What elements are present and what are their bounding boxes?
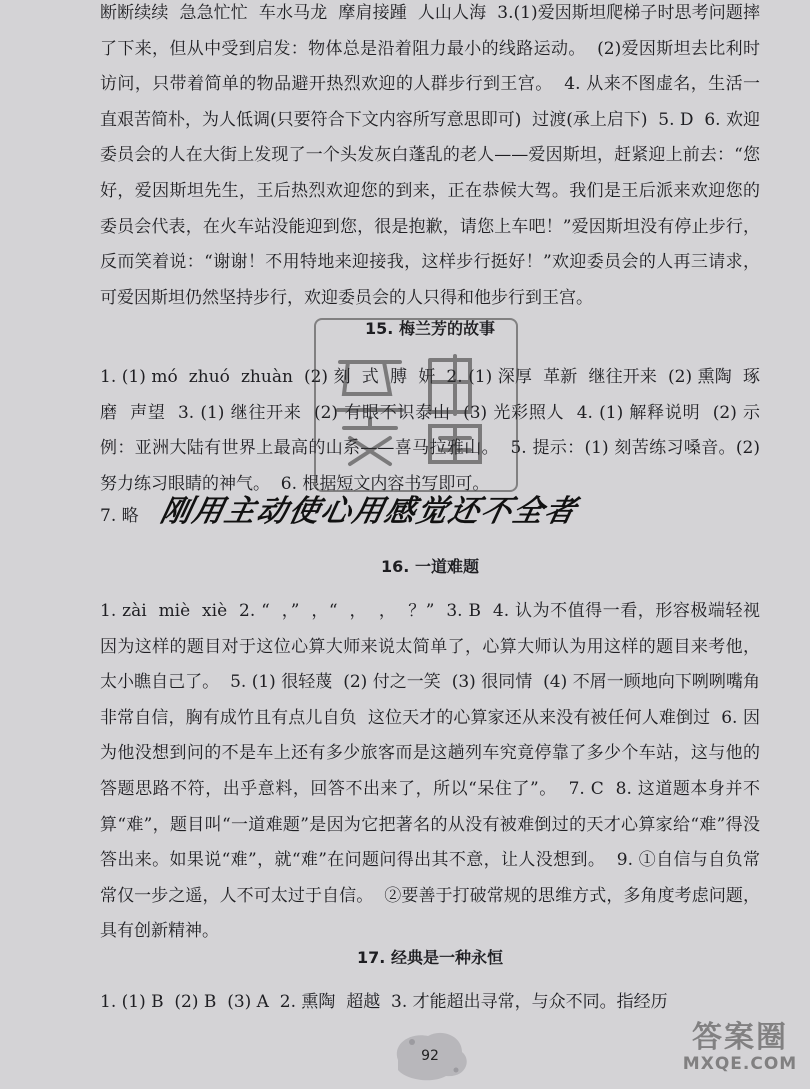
watermark — [675, 1012, 805, 1074]
section-heading-15: 15. 梅兰芳的故事 — [365, 319, 495, 338]
item-7-label: 7. 略 — [100, 506, 139, 526]
answer-paragraph-14-cont: 断断续续 急急忙忙 车水马龙 摩肩接踵 人山人海 3.(1)爱因斯坦爬梯子时思考问题摔了下来，但从中受到启发：物体总是沿着阻力最小的线路运动。 (2)爱因斯坦去比利时访问，只带着简单的物品避开热烈欢迎的人群步行到王宫。 4. 从来不图虚名，生活一直艰苦简朴，为人低调(只要符合下文内容所写意思即可) 过渡(承上启下) 5. D 6. 欢迎委员会的人在大街上发现了一个头发灰白蓬乱的老人——爱因斯坦，赶紧迎上前去：“您好，爱因斯坦先生，王后热烈欢迎您的到来，正在恭候大驾。我们是王后派来欢迎您的委员会代表，在火车站没能迎到您，很是抱歉，请您上车吧！”爱因斯坦没有停止步行，反而笑着说：“谢谢！不用特地来迎接我，这样步行挺好！”欢迎委员会的人再三请求，可爱因斯坦仍然坚持步行，欢迎委员会的人只得和他步行到王宫。 — [100, 3, 760, 308]
watermark-title: 答案圈 — [692, 1020, 788, 1055]
page-number: 92 — [421, 1048, 439, 1064]
watermark-url: MXQE.COM — [682, 1054, 798, 1074]
section-heading-17: 17. 经典是一种永恒 — [357, 948, 503, 967]
handwritten-note: 刚用主动使心用感觉还不全者 — [156, 494, 581, 529]
answer-paragraph-15: 1. (1) mó zhuó zhuàn (2) 刻 式 膊 妍 2. (1) 深厚 革新 继往开来 (2) 熏陶 琢磨 声望 3. (1) 继往开来 (2) 有眼不识泰山 (3) 光彩照人 4. (1) 解释说明 (2) 示例：亚洲大陆有世界上最高的山系——喜马拉雅山。 5. 提示：(1) 刻苦练习嗓音。(2) 努力练习眼睛的神气。 6. 根据短文内容书写即可。 — [100, 367, 766, 494]
answer-paragraph-16: 1. zài miè xiè 2. “ ，” ，“ ， ， ？” 3. B 4. 认为不值得一看，形容极端轻视 因为这样的题目对于这位心算大师来说太简单了，心算大师认为用这样的题目来考他，太小瞧自己了。 5. (1) 很轻蔑 (2) 付之一笑 (3) 很同情 (4) 不屑一顾地向下咧咧嘴角 非常自信，胸有成竹且有点儿自负 这位天才的心算家还从来没有被任何人难倒过 6. 因为他没想到问的不是车上还有多少旅客而是这趟列车究竟停靠了多少个车站，这与他的答题思路不符，出乎意料，回答不出来了，所以“呆住了”。 7. C 8. 这道题本身并不算“难”，题目叫“一道难题”是因为它把著名的从没有被难倒过的天才心算家给“难”得没答出来。如果说“难”，就“难”在问题问得出其不意，让人没想到。 9. ①自信与自负常常仅一步之遥，人不可太过于自信。 ②要善于打破常规的思维方式，多角度考虑问题，具有创新精神。 — [100, 601, 771, 942]
answer-item-7 — [100, 494, 760, 535]
stamp-seal-icon — [330, 352, 500, 472]
section-heading-16: 16. 一道难题 — [381, 557, 479, 576]
answer-paragraph-17: 1. (1) B (2) B (3) A 2. 熏陶 超越 3. 才能超出寻常，与众不同。指经历 — [100, 992, 668, 1012]
